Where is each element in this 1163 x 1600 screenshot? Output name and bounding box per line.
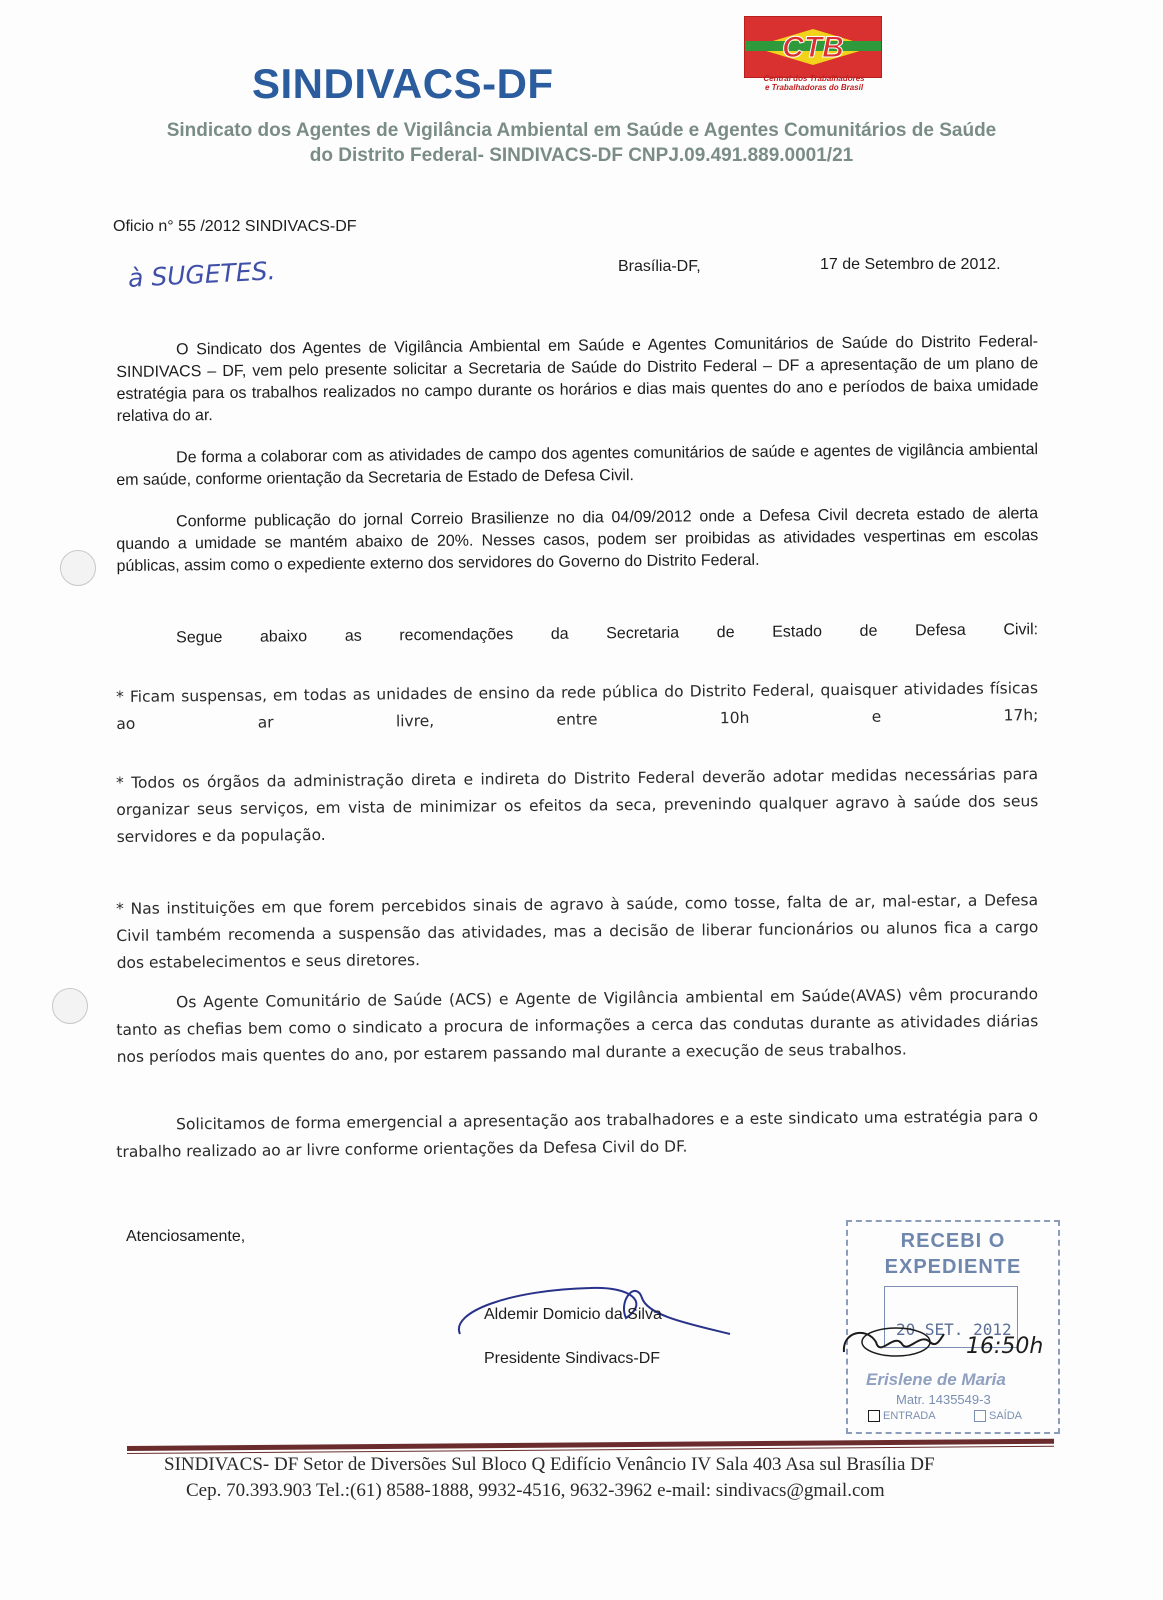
paragraph-1: O Sindicato dos Agentes de Vigilância Ambiental em Saúde e Agentes Comunitários de Saúde do Distrito Federal- SINDIVACS – DF, vem pelo presente solicitar a Secretaria de Saúde do Distrito Federal – DF a apresentação de um plano de estratégia para os trabalhos realizados no campo durante os horários e dias mais quentes do ano e períodos de baixa umidade relativa do ar. <box>116 333 1039 425</box>
punch-hole-bottom <box>52 988 88 1024</box>
recommendation-2: * Todos os órgãos da administração direta e indireta do Distrito Federal deverão adotar medidas necessárias para organizar seus serviços, em vista de minimizar os efeitos da seca, prevenindo qualquer agravo à saúde dos seus servidores e da população. <box>116 765 1039 846</box>
receipt-stamp <box>846 1220 1060 1434</box>
stamp-registration: Matr. 1435549-3 <box>896 1392 991 1407</box>
paragraph-5: Os Agente Comunitário de Saúde (ACS) e Agente de Vigilância ambiental em Saúde(AVAS) vêm procurando tanto as chefias bem como o sindicato a procura de informações a cerca das condutas durante as atividades diárias nos períodos mais quentes do ano, por estarem passando mal durante a execução de seus trabalhos. <box>116 985 1039 1066</box>
saida-label: SAÍDA <box>989 1410 1023 1422</box>
stamp-time: 16:50h <box>966 1334 1044 1359</box>
ctb-logo <box>744 16 882 78</box>
entrada-label: ENTRADA <box>883 1410 936 1422</box>
stamp-line2: EXPEDIENTE <box>884 1256 1022 1278</box>
paragraph-3: Conforme publicação do jornal Correio Brasilienze no dia 04/09/2012 onde a Defesa Civil decreta estado de alerta quando a umidade se mantém abaixo de 20%. Nesses casos, podem ser proibidas as atividades vespertinas em escolas públicas, assim como o expediente externo dos servidores do Governo do Distrito Federal. <box>116 505 1039 575</box>
paragraph-4: Segue abaixo as recomendações da Secretaria de Estado de Defesa Civil: <box>176 621 1039 647</box>
org-name: SINDIVACS-DF <box>252 60 554 107</box>
letter-reference: Oficio n° 55 /2012 SINDIVACS-DF <box>113 218 357 235</box>
stamp-entrada <box>868 1410 936 1422</box>
paragraph-6: Solicitamos de forma emergencial a apresentação aos trabalhadores e a este sindicato uma estratégia para o trabalho realizado ao ar livre conforme orientações da Defesa Civil do DF. <box>116 1107 1039 1161</box>
signatory-name: Aldemir Domicio da Silva <box>484 1306 662 1323</box>
signatory-role: Presidente Sindivacs-DF <box>484 1350 661 1367</box>
stamp-line1: RECEBI O <box>900 1230 1006 1252</box>
ctb-logo-text: CTB <box>782 31 844 64</box>
footer-contact: Cep. 70.393.903 Tel.:(61) 8588-1888, 9932-4516, 9632-3962 e-mail: sindivacs@gmail.com <box>186 1480 885 1501</box>
punch-hole-top <box>60 550 96 586</box>
letter-date: 17 de Setembro de 2012. <box>820 256 1001 273</box>
org-subtitle <box>100 118 1063 168</box>
ctb-caption-line1: Central dos Trabalhadores <box>763 74 865 83</box>
letter-place: Brasília-DF, <box>618 258 701 275</box>
receiver-signature <box>836 1312 956 1372</box>
entrada-checkbox <box>868 1410 880 1422</box>
handwritten-note: à SUGETES. <box>127 256 277 293</box>
footer-address: SINDIVACS- DF Setor de Diversões Sul Bloco Q Edifício Venâncio IV Sala 403 Asa sul Brasília DF <box>164 1454 935 1475</box>
stamp-saida <box>974 1410 1022 1422</box>
stamp-receiver: Erislene de Maria <box>866 1370 1006 1389</box>
saida-checkbox <box>974 1410 986 1422</box>
stamp-date: 20 SET. 2012 <box>896 1320 1012 1339</box>
closing: Atenciosamente, <box>126 1228 246 1245</box>
subtitle-line2: do Distrito Federal- SINDIVACS-DF CNPJ.09.491.889.0001/21 <box>309 145 854 166</box>
paragraph-2: De forma a colaborar com as atividades de campo dos agentes comunitários de saúde e agentes de vigilância ambiental em saúde, conforme orientação da Secretaria de Estado de Defesa Civil. <box>116 441 1039 489</box>
recommendation-1: * Ficam suspensas, em todas as unidades de ensino da rede pública do Distrito Federal, quaisquer atividades físicas ao ar livre, entre 10h e 17h; <box>116 679 1039 733</box>
ctb-logo-caption <box>744 74 884 92</box>
subtitle-line1: Sindicato dos Agentes de Vigilância Ambiental em Saúde e Agentes Comunitários de Saúde <box>166 120 997 141</box>
recommendation-3: * Nas instituições em que forem percebidos sinais de agravo à saúde, como tosse, falta de ar, mal-estar, a Defesa Civil também recomenda a suspensão das atividades, mas a decisão de liberar funcionários ou alunos fica a cargo dos estabelecimentos e seus diretores. <box>116 891 1039 972</box>
ctb-caption-line2: e Trabalhadoras do Brasil <box>764 83 864 92</box>
